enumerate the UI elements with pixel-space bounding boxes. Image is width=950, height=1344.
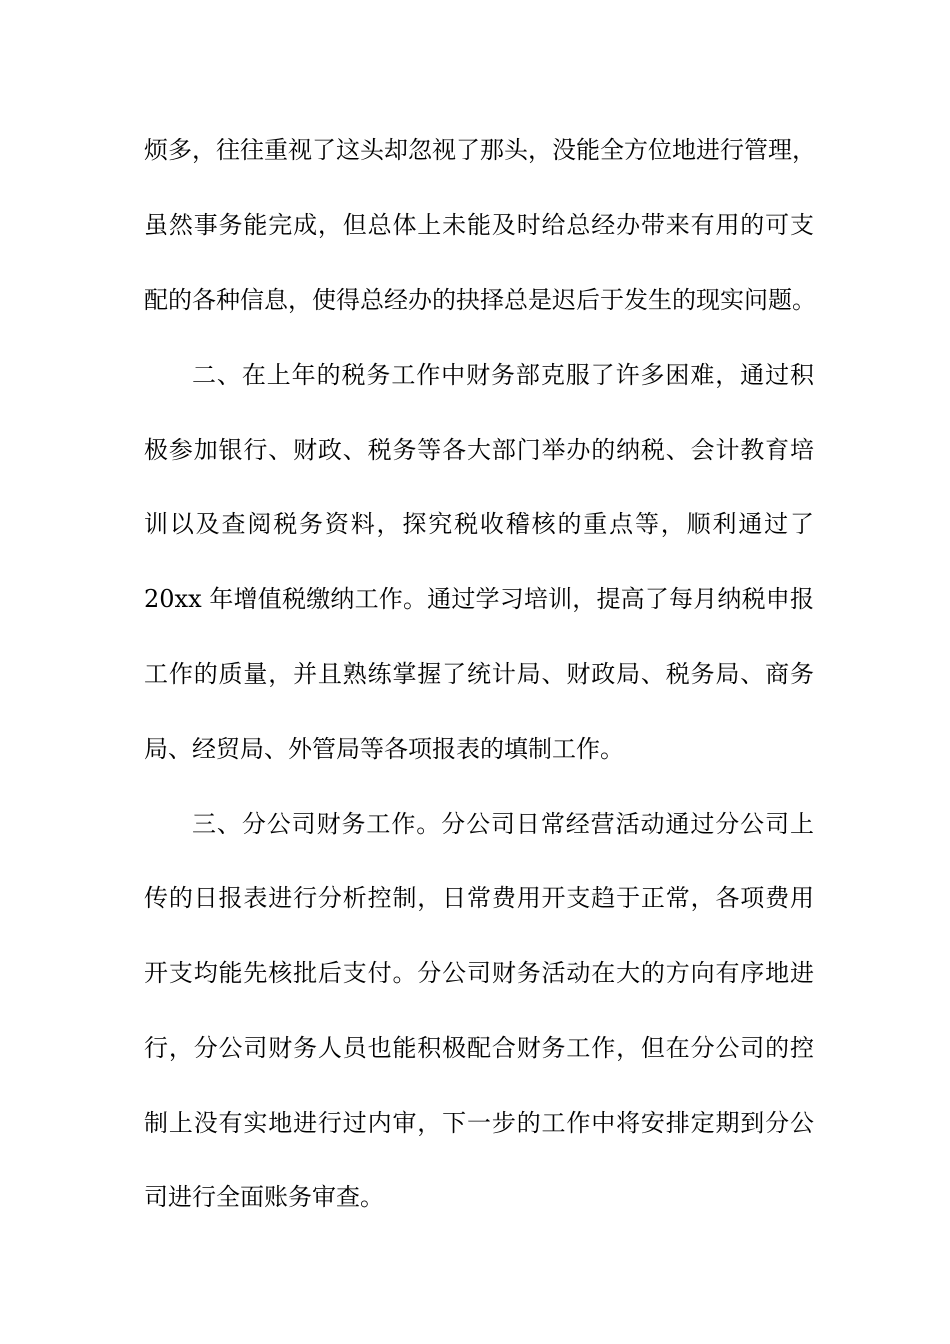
paragraph-last-line: 局、经贸局、外管局等各项报表的填制工作。: [144, 735, 624, 763]
paragraph-last-line: 司进行全面账务审查。: [144, 1183, 384, 1211]
paragraph-line: 开支均能先核批后支付。分公司财务活动在大的方向有序地进: [144, 959, 814, 987]
paragraph-first-line: 二、在上年的税务工作中财务部克服了许多困难，通过积: [192, 361, 814, 389]
paragraph-line: 20xx 年增值税缴纳工作。通过学习培训，提高了每月纳税申报: [144, 585, 814, 613]
paragraph-line: 制上没有实地进行过内审，下一步的工作中将安排定期到分公: [144, 1109, 814, 1137]
paragraph-line: 虽然事务能完成，但总体上未能及时给总经办带来有用的可支: [144, 211, 814, 239]
paragraph-first-line: 三、分公司财务工作。分公司日常经营活动通过分公司上: [192, 810, 814, 838]
paragraph-line: 配的各种信息，使得总经办的抉择总是迟后于发生的现实问题。: [144, 286, 816, 314]
paragraph-line: 极参加银行、财政、税务等各大部门举办的纳税、会计教育培: [144, 436, 814, 464]
paragraph-line: 工作的质量，并且熟练掌握了统计局、财政局、税务局、商务: [144, 660, 814, 688]
paragraph-line: 训以及查阅税务资料，探究税收稽核的重点等，顺利通过了: [144, 510, 814, 538]
paragraph-line: 传的日报表进行分析控制，日常费用开支趋于正常，各项费用: [144, 884, 814, 912]
paragraph-line: 行，分公司财务人员也能积极配合财务工作，但在分公司的控: [144, 1034, 814, 1062]
paragraph-line: 烦多，往往重视了这头却忽视了那头，没能全方位地进行管理，: [144, 136, 816, 164]
